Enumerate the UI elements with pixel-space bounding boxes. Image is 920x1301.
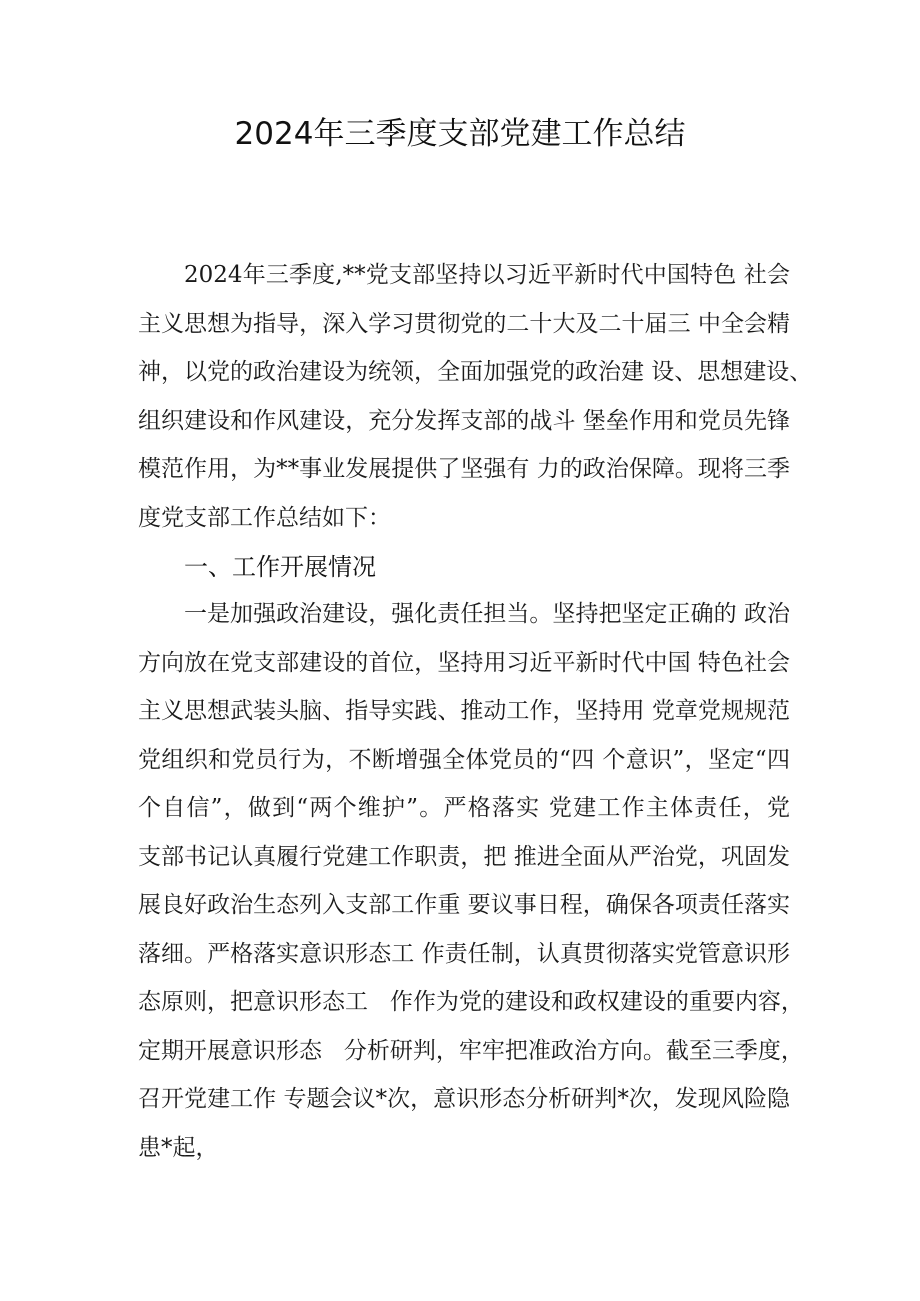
paragraph-line: 方向放在党支部建设的首位，坚持用习近平新时代中国 特色社会: [138, 649, 790, 676]
paragraph-line: 组织建设和作风建设，充分发挥支部的战斗 堡垒作用和党员先锋: [138, 407, 790, 434]
paragraph-line: 落细。严格落实意识形态工 作责任制，认真贯彻落实党管意识形: [138, 940, 790, 967]
paragraph-line: 度党支部工作总结如下：: [138, 504, 391, 531]
document-title: 2024年三季度支部党建工作总结: [234, 116, 686, 152]
intro-paragraph: [138, 251, 813, 542]
paragraph-line: 一是加强政治建设，强化责任担当。坚持把坚定正确的 政治: [184, 601, 790, 627]
paragraph-line: 召开党建工作 专题会议*次，意识形态分析研判*次，发现风险隐: [138, 1086, 790, 1112]
paragraph-line: 支部书记认真履行党建工作职责，把 推进全面从严治党，巩固发: [138, 843, 790, 870]
paragraph-line: 展良好政治生态列入支部工作重 要议事日程，确保各项责任落实: [138, 892, 790, 918]
paragraph-line: 患*起，: [138, 1134, 219, 1161]
paragraph-line: 2024年三季度,**党支部坚持以习近平新时代中国特色 社会: [184, 262, 790, 288]
paragraph-line: 党组织和党员行为，不断增强全体党员的“四 个意识”，坚定“四: [138, 746, 790, 773]
paragraph-line: 定期开展意识形态 分析研判，牢牢把准政治方向。截至三季度，: [138, 1037, 804, 1064]
paragraph-line: 个自信”，做到“两个维护”。严格落实 党建工作主体责任，党: [138, 795, 790, 821]
political-building-paragraph: [138, 590, 804, 1172]
paragraph-line: 模范作用，为**事业发展提供了坚强有 力的政治保障。现将三季: [138, 456, 790, 482]
paragraph-line: 态原则，把意识形态工 作作为党的建设和政权建设的重要内容，: [138, 989, 804, 1015]
section-heading: 一、工作开展情况: [184, 553, 376, 581]
paragraph-line: 主义思想武装头脑、指导实践、推动工作，坚持用 党章党规规范: [138, 698, 790, 724]
paragraph-line: 主义思想为指导，深入学习贯彻党的二十大及二十届三 中全会精: [138, 310, 790, 337]
paragraph-line: 神，以党的政治建设为统领，全面加强党的政治建 设、思想建设、: [138, 359, 813, 385]
